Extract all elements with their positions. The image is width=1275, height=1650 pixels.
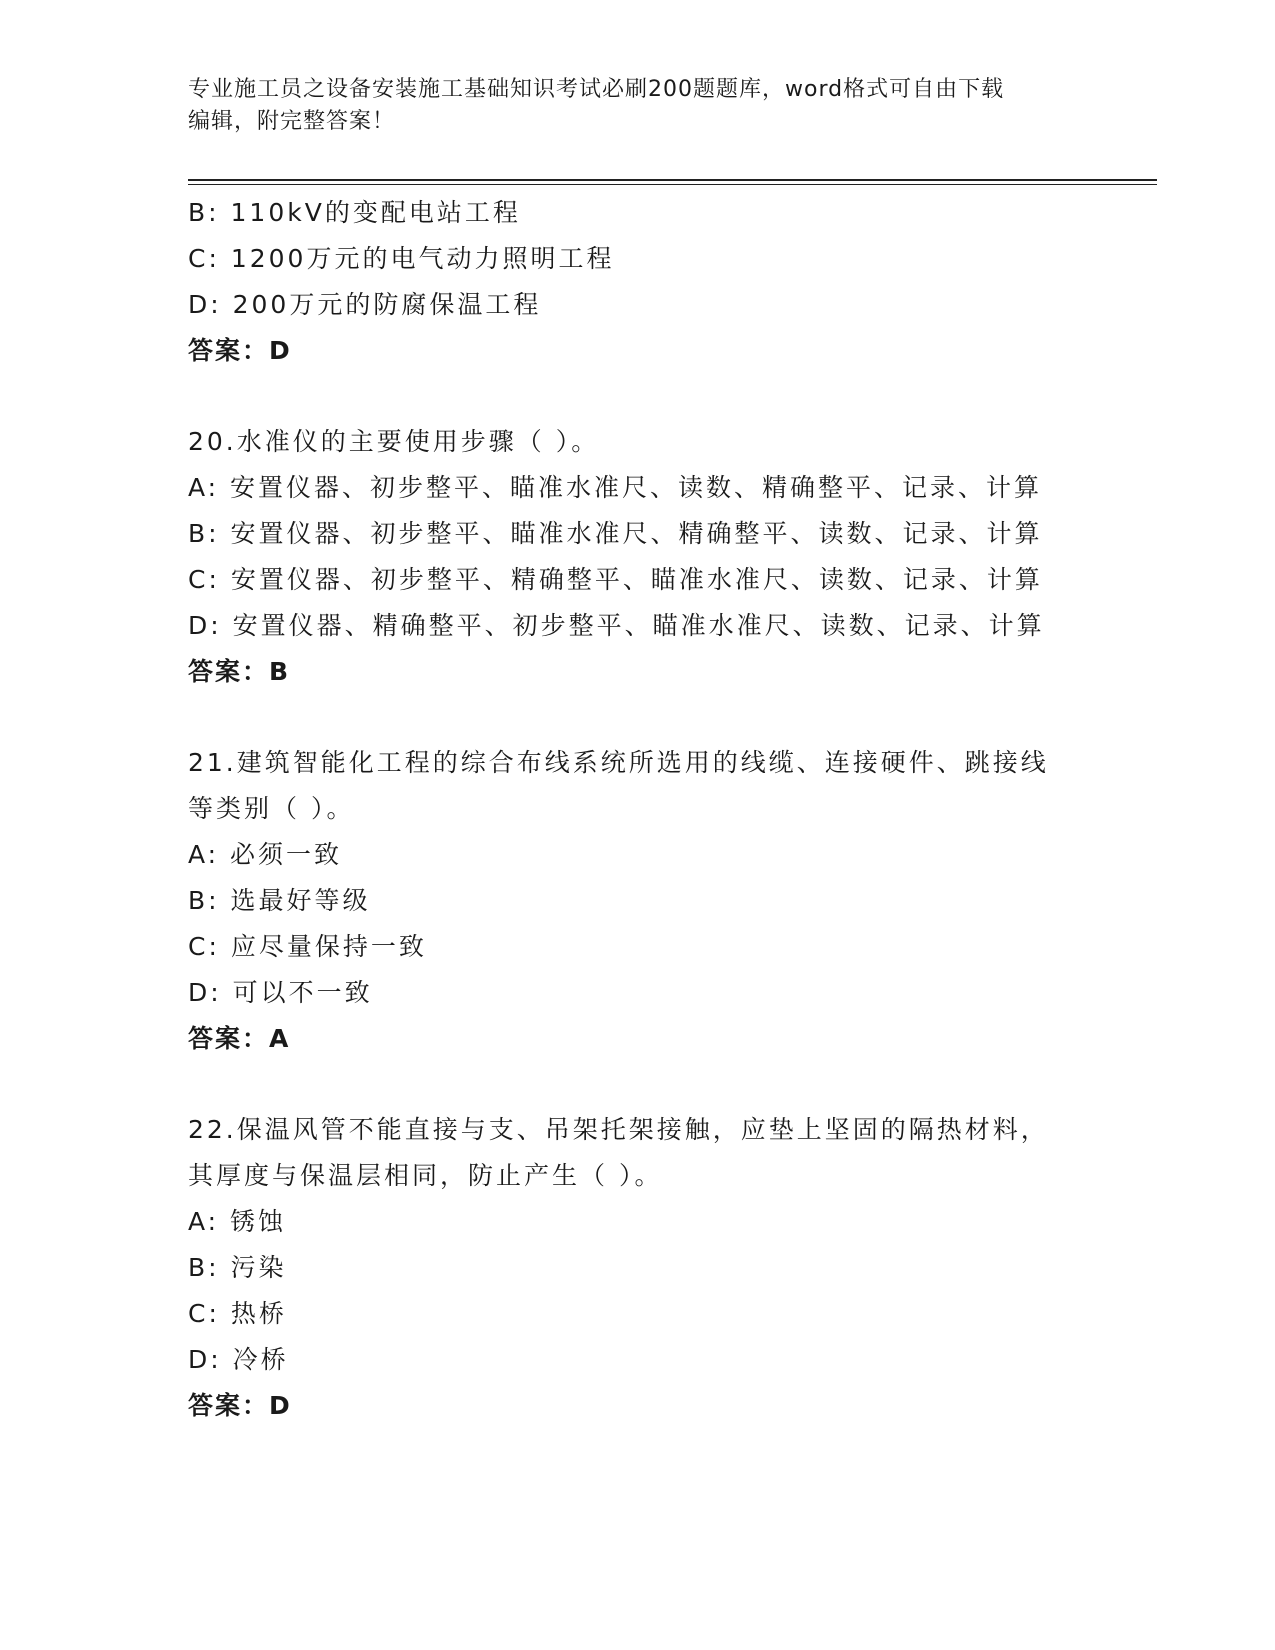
answer-line: 答案：D <box>188 1391 292 1420</box>
question-stem-continued: 等类别（ ）。 <box>188 794 355 823</box>
option-a: A: 安置仪器、初步整平、瞄准水准尺、读数、精确整平、记录、计算 <box>188 473 1043 502</box>
option-d: D: 安置仪器、精确整平、初步整平、瞄准水准尺、读数、记录、计算 <box>188 611 1045 640</box>
header-rule-thick <box>188 179 1157 181</box>
answer-line: 答案：A <box>188 1024 291 1053</box>
option-b: B: 选最好等级 <box>188 886 371 915</box>
option-d: D: 冷桥 <box>188 1345 289 1374</box>
option-c: C: 安置仪器、初步整平、精确整平、瞄准水准尺、读数、记录、计算 <box>188 565 1043 594</box>
answer-line: 答案：D <box>188 336 292 365</box>
question-list <box>188 190 1088 1429</box>
option-d: D: 200万元的防腐保温工程 <box>188 290 542 319</box>
option-c: C: 应尽量保持一致 <box>188 932 427 961</box>
answer-line: 答案：B <box>188 657 291 686</box>
option-c: C: 1200万元的电气动力照明工程 <box>188 244 615 273</box>
document-header <box>188 74 1088 138</box>
header-line-2: 编辑，附完整答案！ <box>188 109 396 134</box>
option-b: B: 安置仪器、初步整平、瞄准水准尺、精确整平、读数、记录、计算 <box>188 519 1043 548</box>
option-b: B: 110kV的变配电站工程 <box>188 198 521 227</box>
header-rule-thin <box>188 184 1157 185</box>
option-c: C: 热桥 <box>188 1299 287 1328</box>
option-b: B: 污染 <box>188 1253 287 1282</box>
question-stem: 20.水准仪的主要使用步骤（ ）。 <box>188 427 600 456</box>
question-stem-continued: 其厚度与保温层相同，防止产生（ ）。 <box>188 1161 663 1190</box>
question-stem: 22.保温风管不能直接与支、吊架托架接触，应垫上坚固的隔热材料， <box>188 1115 1049 1144</box>
question-stem: 21.建筑智能化工程的综合布线系统所选用的线缆、连接硬件、跳接线 <box>188 748 1049 777</box>
option-a: A: 必须一致 <box>188 840 343 869</box>
option-d: D: 可以不一致 <box>188 978 373 1007</box>
option-a: A: 锈蚀 <box>188 1207 287 1236</box>
header-line-1: 专业施工员之设备安装施工基础知识考试必刷200题题库，word格式可自由下载 <box>188 77 1005 102</box>
